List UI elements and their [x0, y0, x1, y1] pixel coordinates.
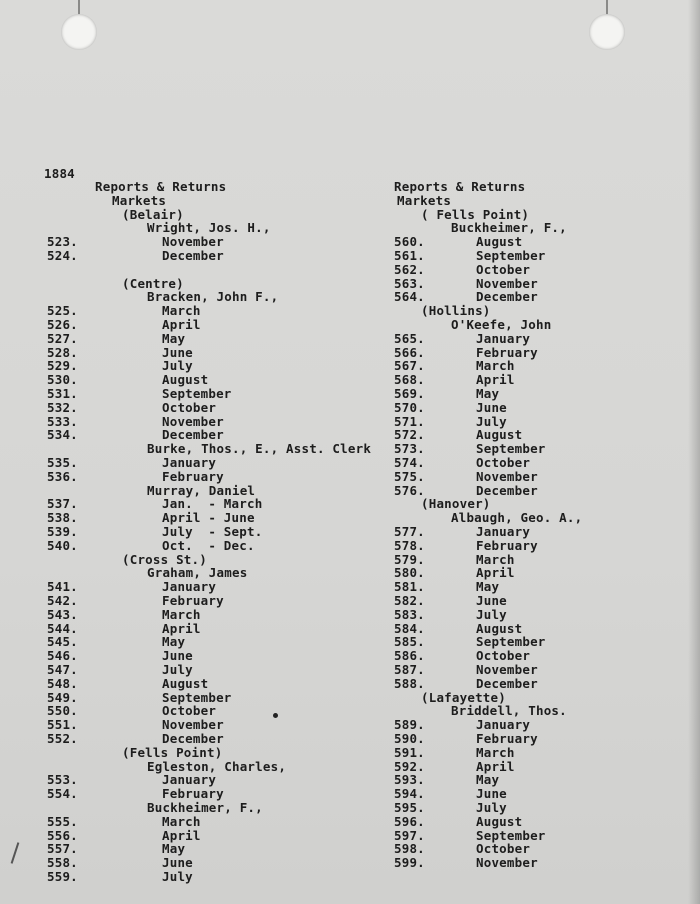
entry-period: October	[476, 648, 531, 664]
entry-number: 579.	[394, 551, 425, 567]
entry-period: January	[476, 717, 531, 733]
entry-number: 568.	[394, 372, 425, 388]
entry-period: June	[162, 648, 193, 664]
entry-number: 594.	[394, 786, 425, 802]
clerk-name: O'Keefe, John	[451, 317, 552, 332]
market-name: (Cross St.)	[122, 551, 207, 567]
punch-hole	[61, 14, 97, 50]
clerk-name: Burke, Thos., E., Asst. Clerk	[147, 441, 372, 457]
entry-period: June	[476, 399, 507, 415]
entry-number: 556.	[47, 827, 78, 843]
market-name: (Lafayette)	[421, 689, 506, 705]
entry-number: 588.	[394, 675, 425, 691]
entry-number: 569.	[394, 386, 425, 401]
entry-period: June	[162, 855, 193, 871]
entry-number: 559.	[47, 869, 78, 884]
entry-period: March	[476, 744, 515, 760]
entry-period: August	[162, 675, 209, 691]
subsection-heading: Markets	[397, 192, 452, 208]
pencil-mark	[11, 842, 20, 864]
entry-period: July	[162, 662, 193, 677]
entry-period: February	[162, 468, 224, 484]
entry-number: 543.	[47, 606, 78, 622]
clerk-name: Buckheimer, F.,	[451, 220, 567, 236]
entry-period: December	[476, 289, 538, 305]
entry-number: 564.	[394, 289, 425, 305]
page-year: 1884	[44, 166, 75, 181]
entry-number: 527.	[47, 330, 78, 346]
clerk-name: Briddell, Thos.	[451, 703, 567, 719]
entry-period: March	[162, 606, 201, 622]
entry-period: May	[476, 386, 500, 401]
entry-number: 550.	[47, 703, 78, 719]
ink-spot	[273, 713, 278, 718]
entry-number: 544.	[47, 620, 78, 636]
clerk-name: Egleston, Charles,	[147, 758, 287, 774]
entry-number: 529.	[47, 358, 78, 374]
entry-number: 551.	[47, 717, 78, 733]
entry-number: 524.	[47, 248, 78, 263]
entry-period: January	[476, 524, 531, 539]
entry-period: November	[162, 717, 224, 733]
market-name: (Belair)	[122, 206, 184, 222]
entry-period: March	[162, 813, 201, 829]
entry-period: May	[162, 634, 186, 650]
entry-number: 599.	[394, 855, 425, 871]
entry-number: 540.	[47, 537, 78, 553]
entry-period: April	[476, 758, 515, 774]
entry-period: January	[476, 330, 531, 346]
entry-period: September	[162, 386, 232, 401]
entry-period: May	[162, 841, 186, 857]
entry-number: 589.	[394, 717, 425, 733]
entry-period: August	[476, 620, 523, 636]
subsection-heading: Markets	[112, 192, 167, 208]
entry-number: 535.	[47, 455, 78, 470]
entry-number: 583.	[394, 606, 425, 622]
entry-number: 587.	[394, 662, 425, 677]
entry-period: August	[476, 813, 523, 829]
entry-number: 565.	[394, 330, 425, 346]
entry-number: 545.	[47, 634, 78, 650]
market-name: (Hollins)	[421, 303, 491, 319]
entry-number: 541.	[47, 579, 78, 595]
entry-number: 554.	[47, 786, 78, 802]
entry-number: 575.	[394, 468, 425, 484]
entry-period: July - Sept.	[162, 524, 263, 539]
entry-period: May	[476, 579, 500, 595]
entry-period: November	[476, 662, 538, 677]
entry-period: December	[162, 248, 224, 263]
entry-period: April	[476, 372, 515, 388]
entry-number: 596.	[394, 813, 425, 829]
entry-period: May	[476, 772, 500, 788]
entry-number: 523.	[47, 234, 78, 250]
entry-period: January	[162, 772, 217, 788]
entry-number: 566.	[394, 344, 425, 360]
market-name: (Fells Point)	[122, 744, 223, 760]
entry-period: November	[162, 413, 224, 429]
entry-number: 582.	[394, 593, 425, 608]
entry-period: February	[476, 344, 538, 360]
entry-number: 560.	[394, 234, 425, 250]
entry-period: February	[476, 537, 538, 553]
entry-number: 534.	[47, 427, 78, 443]
entry-period: March	[476, 358, 515, 374]
entry-number: 538.	[47, 510, 78, 526]
entry-period: August	[476, 234, 523, 250]
entry-period: September	[476, 634, 546, 650]
entry-period: September	[476, 248, 546, 263]
entry-number: 593.	[394, 772, 425, 788]
entry-period: February	[476, 731, 538, 746]
entry-number: 592.	[394, 758, 425, 774]
punch-hole	[589, 14, 625, 50]
entry-number: 572.	[394, 427, 425, 443]
entry-number: 581.	[394, 579, 425, 595]
entry-period: December	[162, 731, 224, 746]
entry-number: 539.	[47, 524, 78, 539]
entry-number: 530.	[47, 372, 78, 388]
entry-period: January	[162, 455, 217, 470]
entry-period: October	[162, 703, 217, 719]
entry-number: 590.	[394, 731, 425, 746]
entry-period: April	[162, 620, 201, 636]
entry-period: November	[476, 275, 538, 291]
entry-period: June	[162, 344, 193, 360]
entry-number: 558.	[47, 855, 78, 871]
clerk-name: Murray, Daniel	[147, 482, 256, 498]
entry-number: 573.	[394, 441, 425, 457]
entry-number: 542.	[47, 593, 78, 608]
section-heading: Reports & Returns	[394, 179, 526, 194]
entry-number: 532.	[47, 399, 78, 415]
entry-period: December	[162, 427, 224, 443]
entry-number: 591.	[394, 744, 425, 760]
entry-period: February	[162, 593, 224, 608]
entry-period: August	[162, 372, 209, 388]
entry-period: June	[476, 786, 507, 802]
entry-number: 531.	[47, 386, 78, 401]
entry-period: July	[476, 800, 507, 815]
entry-period: February	[162, 786, 224, 802]
entry-number: 584.	[394, 620, 425, 636]
section-heading: Reports & Returns	[95, 179, 227, 194]
entry-period: September	[476, 441, 546, 457]
entry-number: 533.	[47, 413, 78, 429]
clerk-name: Albaugh, Geo. A.,	[451, 510, 583, 526]
entry-number: 549.	[47, 689, 78, 705]
entry-number: 536.	[47, 468, 78, 484]
entry-number: 555.	[47, 813, 78, 829]
entry-number: 576.	[394, 482, 425, 498]
entry-number: 562.	[394, 261, 425, 277]
entry-period: August	[476, 427, 523, 443]
entry-period: September	[476, 827, 546, 843]
entry-period: November	[476, 468, 538, 484]
clerk-name: Wright, Jos. H.,	[147, 220, 271, 236]
entry-period: June	[476, 593, 507, 608]
entry-number: 578.	[394, 537, 425, 553]
entry-number: 526.	[47, 317, 78, 332]
entry-period: September	[162, 689, 232, 705]
market-name: (Centre)	[122, 275, 184, 291]
entry-period: November	[162, 234, 224, 250]
entry-number: 595.	[394, 800, 425, 815]
entry-number: 561.	[394, 248, 425, 263]
entry-period: December	[476, 675, 538, 691]
entry-period: April - June	[162, 510, 255, 526]
entry-number: 598.	[394, 841, 425, 857]
entry-number: 537.	[47, 496, 78, 512]
entry-period: March	[162, 303, 201, 319]
entry-number: 571.	[394, 413, 425, 429]
entry-number: 546.	[47, 648, 78, 664]
entry-period: July	[162, 869, 193, 884]
clerk-name: Graham, James	[147, 565, 248, 581]
entry-period: Oct. - Dec.	[162, 537, 255, 553]
entry-period: April	[476, 565, 515, 581]
entry-number: 528.	[47, 344, 78, 360]
entry-number: 597.	[394, 827, 425, 843]
entry-period: October	[476, 841, 531, 857]
entry-number: 585.	[394, 634, 425, 650]
entry-period: October	[476, 261, 531, 277]
entry-number: 580.	[394, 565, 425, 581]
entry-period: Jan. - March	[162, 496, 263, 512]
entry-period: July	[476, 606, 507, 622]
entry-number: 570.	[394, 399, 425, 415]
entry-number: 574.	[394, 455, 425, 470]
entry-period: October	[476, 455, 531, 470]
entry-number: 525.	[47, 303, 78, 319]
entry-number: 553.	[47, 772, 78, 788]
entry-number: 577.	[394, 524, 425, 539]
entry-period: December	[476, 482, 538, 498]
entry-period: March	[476, 551, 515, 567]
entry-period: April	[162, 827, 201, 843]
entry-period: October	[162, 399, 217, 415]
entry-period: July	[162, 358, 193, 374]
entry-number: 552.	[47, 731, 78, 746]
entry-number: 547.	[47, 662, 78, 677]
entry-period: January	[162, 579, 217, 595]
entry-number: 548.	[47, 675, 78, 691]
market-name: ( Fells Point)	[421, 206, 530, 222]
entry-number: 557.	[47, 841, 78, 857]
entry-number: 567.	[394, 358, 425, 374]
entry-number: 586.	[394, 648, 425, 664]
clerk-name: Bracken, John F.,	[147, 289, 279, 305]
clerk-name: Buckheimer, F.,	[147, 800, 263, 815]
entry-period: May	[162, 330, 186, 346]
entry-number: 563.	[394, 275, 425, 291]
entry-period: July	[476, 413, 507, 429]
entry-period: April	[162, 317, 201, 332]
page-shadow-edge	[688, 0, 700, 904]
entry-period: November	[476, 855, 538, 871]
market-name: (Hanover)	[421, 496, 491, 512]
